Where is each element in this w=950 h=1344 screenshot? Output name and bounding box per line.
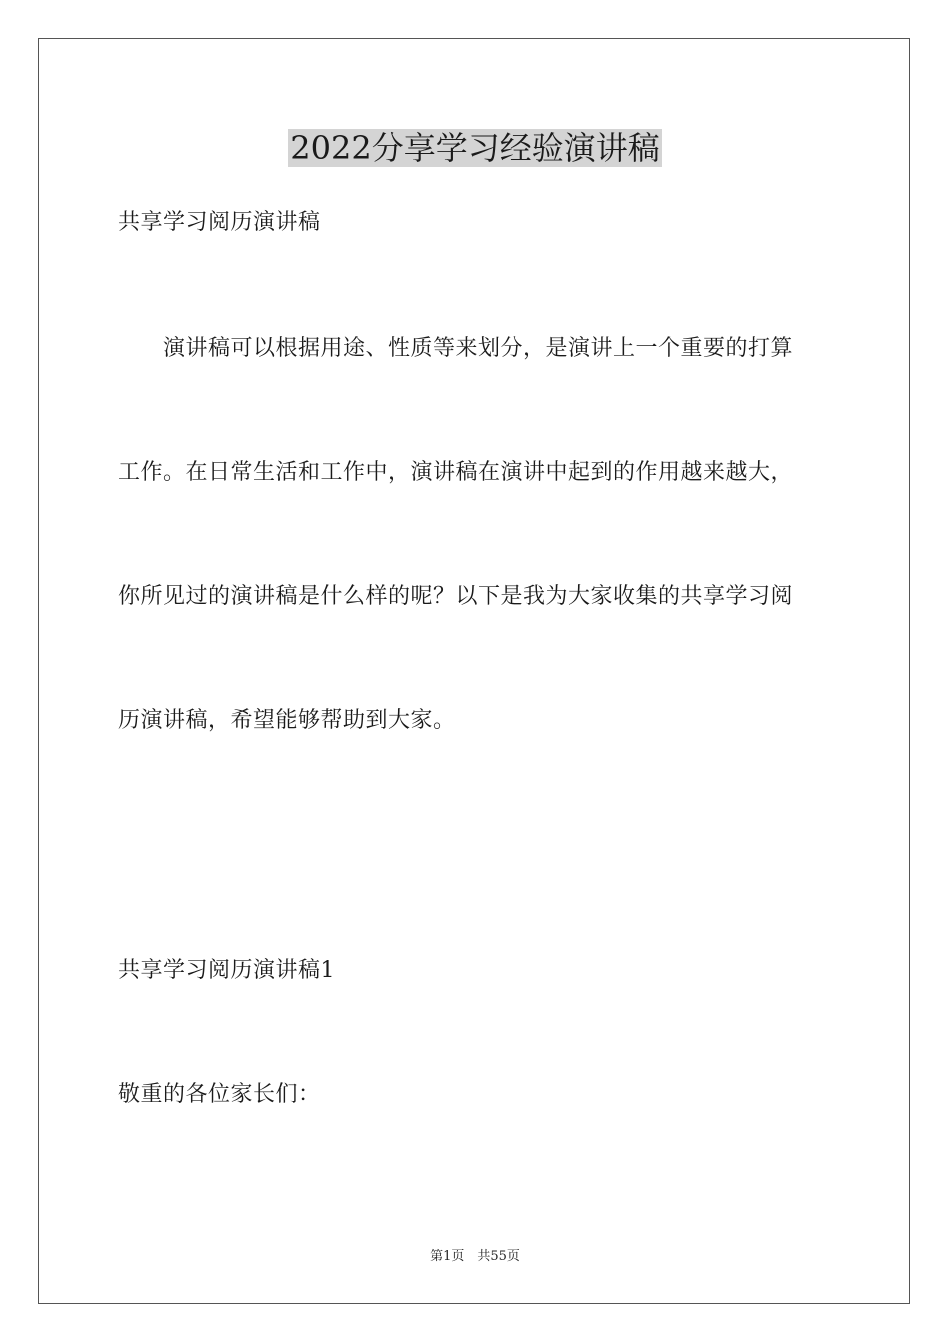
salutation: 敬重的各位家长们：: [118, 1082, 321, 1107]
document-title-text: 2022分享学习经验演讲稿: [290, 129, 660, 167]
document-subtitle: 共享学习阅历演讲稿: [118, 210, 321, 235]
paragraph-line-4: 历演讲稿，希望能够帮助到大家。: [118, 708, 456, 733]
paragraph-line-2: 工作。在日常生活和工作中，演讲稿在演讲中起到的作用越来越大，: [118, 460, 794, 485]
document-title: [0, 126, 950, 170]
page-footer: 第1页 共55页: [430, 1249, 520, 1264]
section-heading: 共享学习阅历演讲稿1: [118, 958, 335, 983]
paragraph-line-3: 你所见过的演讲稿是什么样的呢？以下是我为大家收集的共享学习阅: [118, 584, 794, 609]
paragraph-line-1: 演讲稿可以根据用途、性质等来划分，是演讲上一个重要的打算: [163, 336, 794, 361]
